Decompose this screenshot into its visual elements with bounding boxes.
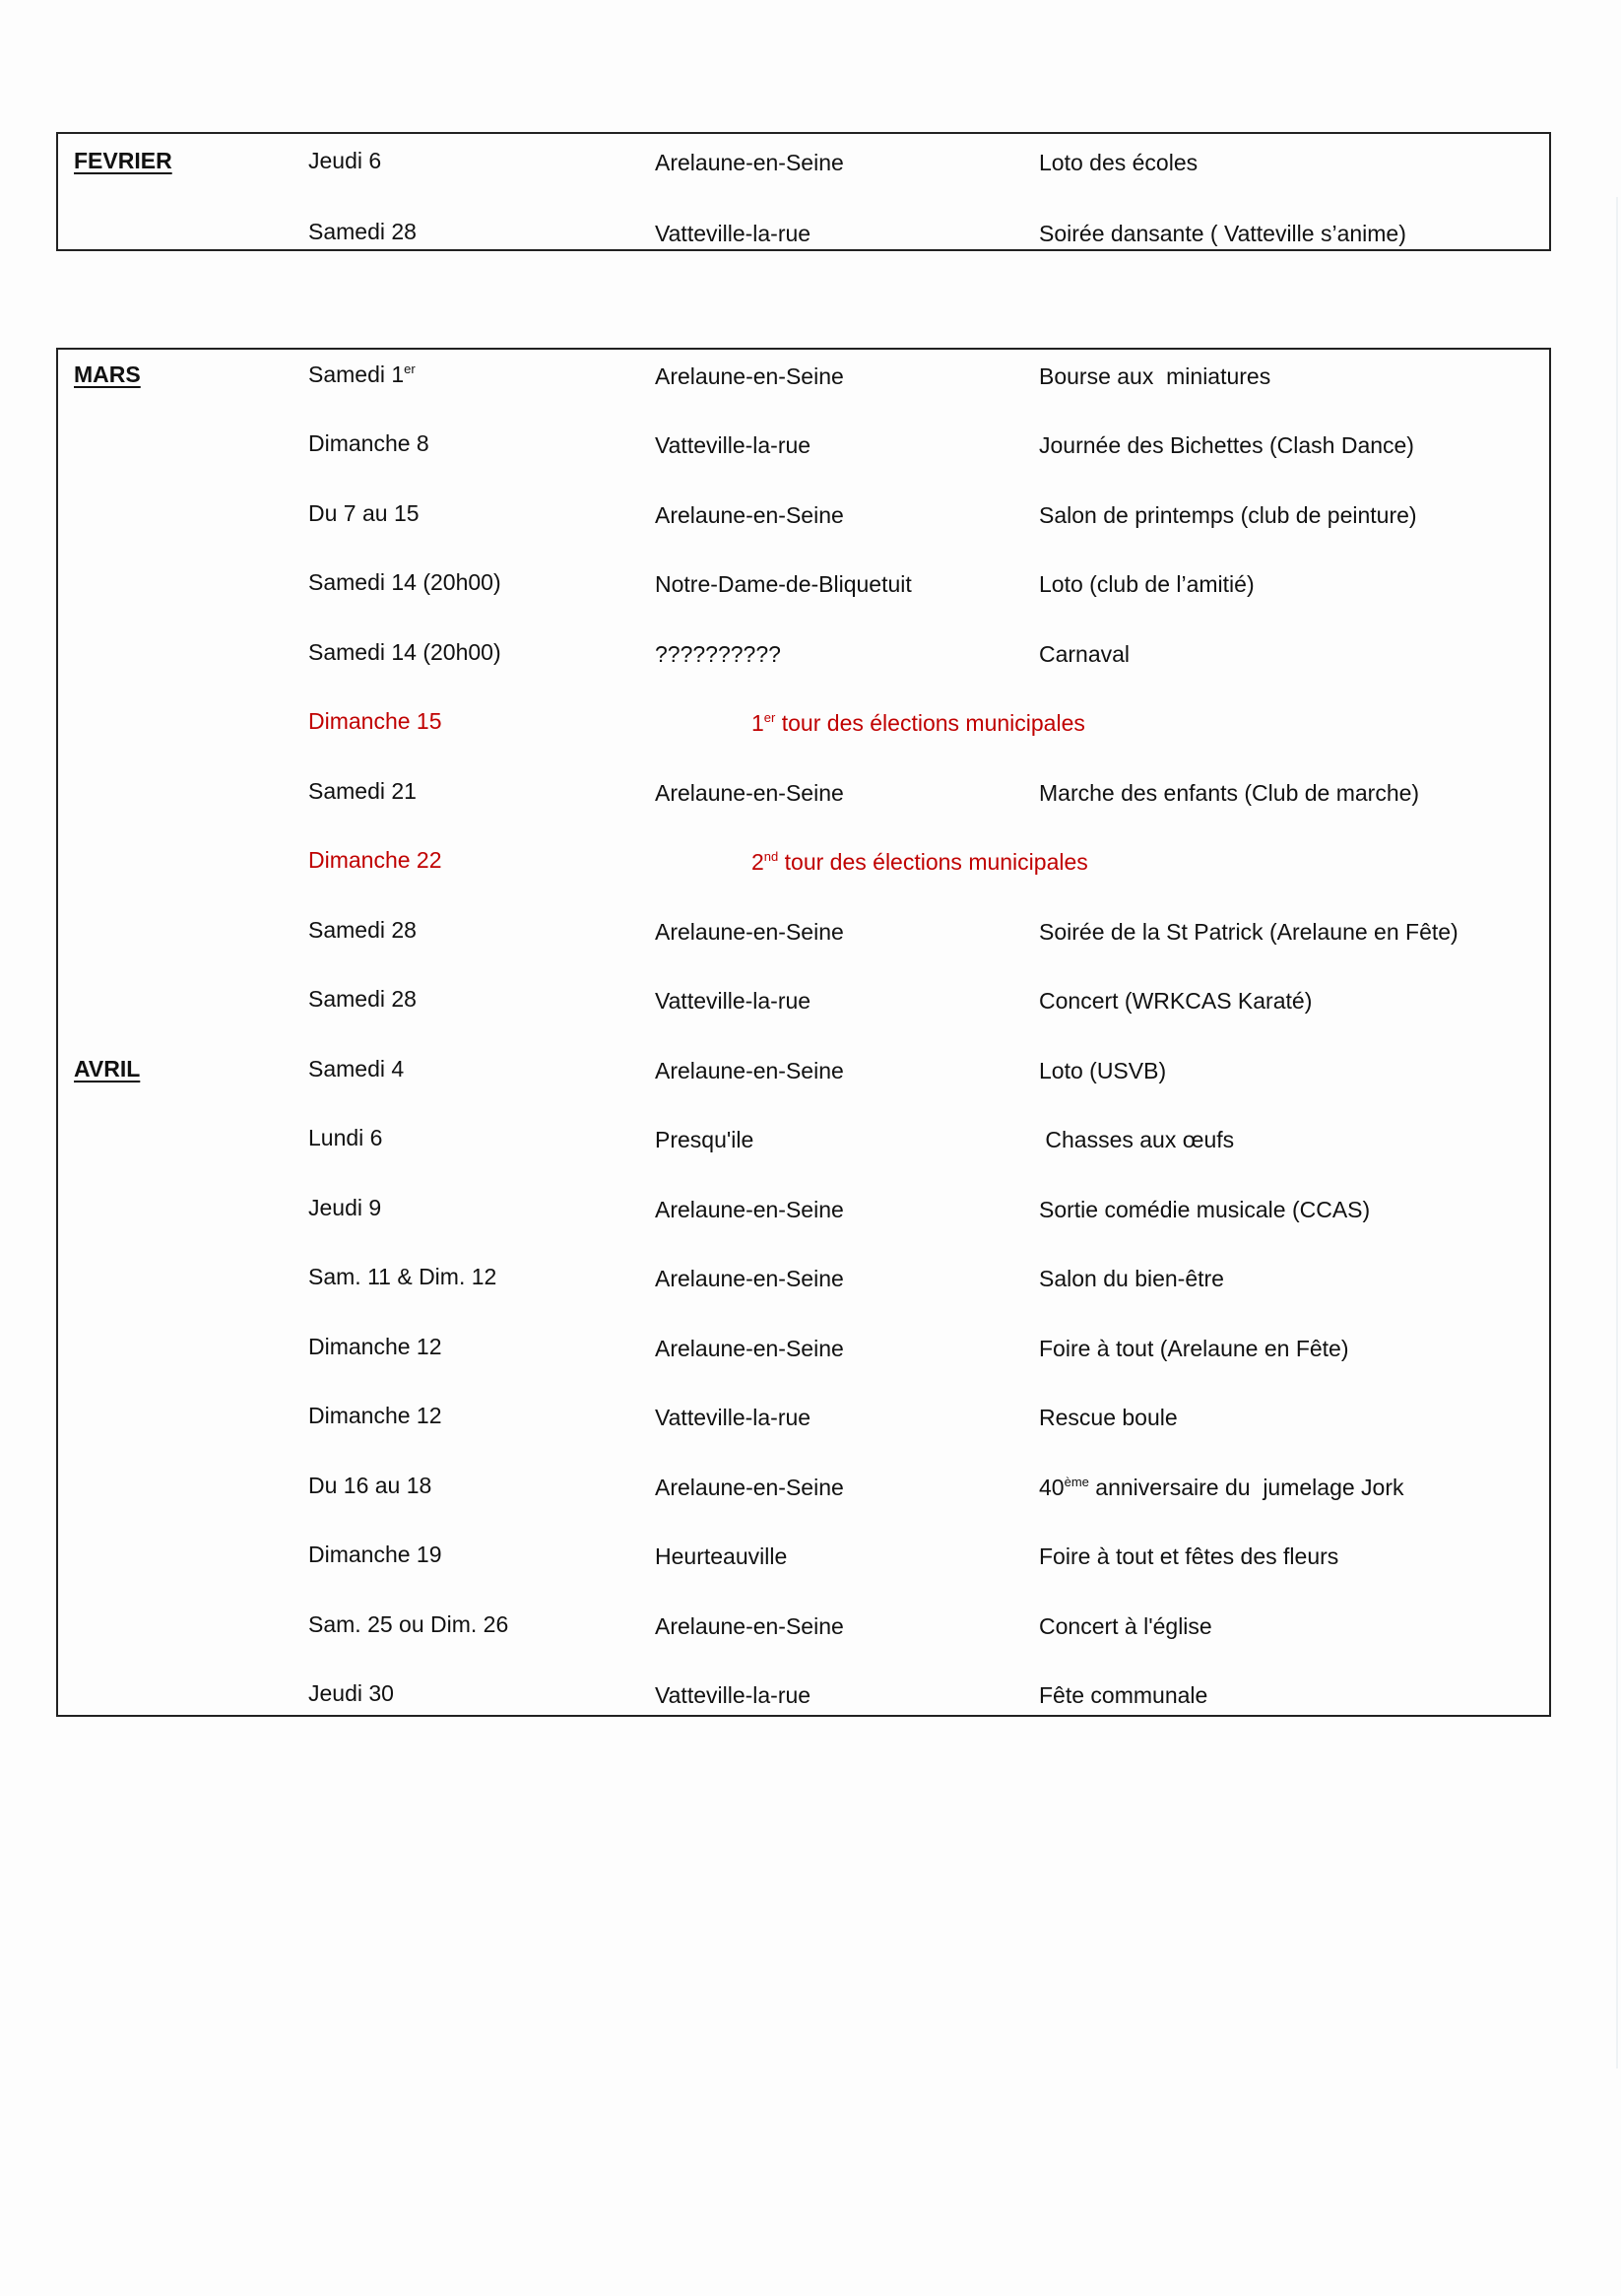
table-row-election: [58, 706, 1549, 736]
event-title: Fête communale: [1039, 1682, 1208, 1708]
table-row: [58, 984, 1549, 1014]
table-row: [58, 1193, 1549, 1222]
election-date: Dimanche 15: [308, 708, 442, 734]
event-place: Arelaune-en-Seine: [655, 502, 844, 528]
event-place: ??????????: [655, 641, 781, 667]
event-date: Samedi 28: [308, 917, 417, 943]
event-place: Arelaune-en-Seine: [655, 1197, 844, 1222]
table-row: [58, 915, 1549, 945]
event-date: [308, 360, 416, 389]
event-date: Samedi 4: [308, 1056, 405, 1082]
event-date: Sam. 25 ou Dim. 26: [308, 1611, 509, 1637]
event-title: Marche des enfants (Club de marche): [1039, 780, 1420, 806]
event-date: Jeudi 9: [308, 1195, 382, 1220]
event-date: Lundi 6: [308, 1125, 383, 1150]
event-place: Vatteville-la-rue: [655, 1682, 811, 1708]
election-label: [751, 847, 1088, 877]
event-date: Samedi 14 (20h00): [308, 639, 501, 665]
event-title: Soirée dansante ( Vatteville s’anime): [1039, 221, 1406, 246]
event-place: Vatteville-la-rue: [655, 221, 811, 246]
event-date-superscript: er: [404, 361, 416, 376]
event-place: Notre-Dame-de-Bliquetuit: [655, 571, 912, 597]
calendar-box-mars-avril: [56, 348, 1551, 1717]
table-row: [58, 1262, 1549, 1291]
election-round-superscript: er: [763, 710, 776, 725]
event-title: Journée des Bichettes (Clash Dance): [1039, 432, 1414, 458]
event-date: Du 16 au 18: [308, 1473, 432, 1498]
event-title: Foire à tout et fêtes des fleurs: [1039, 1543, 1339, 1569]
event-title-superscript: ème: [1064, 1475, 1089, 1489]
table-row: [58, 1540, 1549, 1569]
election-round-superscript: nd: [763, 849, 779, 864]
event-place: Arelaune-en-Seine: [655, 150, 844, 175]
event-place: Vatteville-la-rue: [655, 432, 811, 458]
election-round-number: 2: [751, 849, 764, 875]
event-title: Foire à tout (Arelaune en Fête): [1039, 1336, 1349, 1361]
event-place: Arelaune-en-Seine: [655, 363, 844, 389]
scan-edge-artifact: [1616, 197, 1618, 2068]
event-title: Soirée de la St Patrick (Arelaune en Fête): [1039, 919, 1459, 945]
table-row: [58, 1401, 1549, 1430]
event-title: Bourse aux miniatures: [1039, 363, 1271, 389]
event-title: Salon du bien-être: [1039, 1266, 1224, 1291]
event-place: Vatteville-la-rue: [655, 988, 811, 1014]
event-title-text: anniversaire du jumelage Jork: [1088, 1475, 1404, 1500]
table-row: [58, 217, 1549, 246]
event-title: Rescue boule: [1039, 1405, 1178, 1430]
event-title: Concert à l'église: [1039, 1613, 1212, 1639]
table-row-election: [58, 845, 1549, 875]
month-label-avril: AVRIL: [74, 1056, 141, 1082]
table-row: [58, 1123, 1549, 1152]
event-place: Presqu'ile: [655, 1127, 754, 1152]
table-row: [58, 498, 1549, 528]
election-round-number: 1: [751, 710, 764, 736]
table-row: [58, 567, 1549, 597]
event-date: Samedi 28: [308, 219, 417, 244]
event-date: Dimanche 19: [308, 1542, 442, 1567]
event-place: Heurteauville: [655, 1543, 788, 1569]
event-title: Sortie comédie musicale (CCAS): [1039, 1197, 1371, 1222]
event-title: [1039, 1473, 1404, 1502]
event-title-number: 40: [1039, 1475, 1065, 1500]
event-date: Samedi 28: [308, 986, 417, 1012]
table-row: [58, 1609, 1549, 1639]
event-date: Dimanche 12: [308, 1334, 442, 1359]
election-text: tour des élections municipales: [778, 849, 1088, 875]
event-title: Loto (USVB): [1039, 1058, 1167, 1083]
event-place: Arelaune-en-Seine: [655, 1613, 844, 1639]
event-place: Arelaune-en-Seine: [655, 1266, 844, 1291]
event-place: Arelaune-en-Seine: [655, 780, 844, 806]
event-date: Sam. 11 & Dim. 12: [308, 1264, 497, 1289]
event-title: Loto des écoles: [1039, 150, 1199, 175]
table-row: [58, 776, 1549, 806]
event-title: Carnaval: [1039, 641, 1131, 667]
event-date-text: Samedi 1: [308, 361, 405, 387]
calendar-box-fevrier: [56, 132, 1551, 251]
table-row: [58, 637, 1549, 667]
event-title: Concert (WRKCAS Karaté): [1039, 988, 1313, 1014]
month-label-fevrier: FEVRIER: [74, 148, 172, 173]
event-place: Arelaune-en-Seine: [655, 1475, 844, 1500]
event-title: Salon de printemps (club de peinture): [1039, 502, 1417, 528]
table-row: [58, 1678, 1549, 1708]
event-place: Arelaune-en-Seine: [655, 919, 844, 945]
event-title: Loto (club de l’amitié): [1039, 571, 1255, 597]
event-date: Jeudi 6: [308, 148, 382, 173]
event-place: Arelaune-en-Seine: [655, 1336, 844, 1361]
event-date: Jeudi 30: [308, 1680, 394, 1706]
event-date: Samedi 14 (20h00): [308, 569, 501, 595]
event-title: Chasses aux œufs: [1039, 1127, 1235, 1152]
table-row: [58, 428, 1549, 458]
event-date: Du 7 au 15: [308, 500, 420, 526]
election-label: [751, 708, 1085, 738]
election-date: Dimanche 22: [308, 847, 442, 873]
event-place: Vatteville-la-rue: [655, 1405, 811, 1430]
table-row: [58, 1332, 1549, 1361]
event-date: Dimanche 8: [308, 430, 429, 456]
table-row: [58, 146, 1549, 175]
event-date: Dimanche 12: [308, 1403, 442, 1428]
month-label-mars: MARS: [74, 361, 141, 387]
table-row: [58, 1054, 1549, 1083]
election-text: tour des élections municipales: [775, 710, 1085, 736]
event-place: Arelaune-en-Seine: [655, 1058, 844, 1083]
table-row: [58, 1471, 1549, 1500]
event-date: Samedi 21: [308, 778, 417, 804]
table-row: [58, 360, 1549, 389]
